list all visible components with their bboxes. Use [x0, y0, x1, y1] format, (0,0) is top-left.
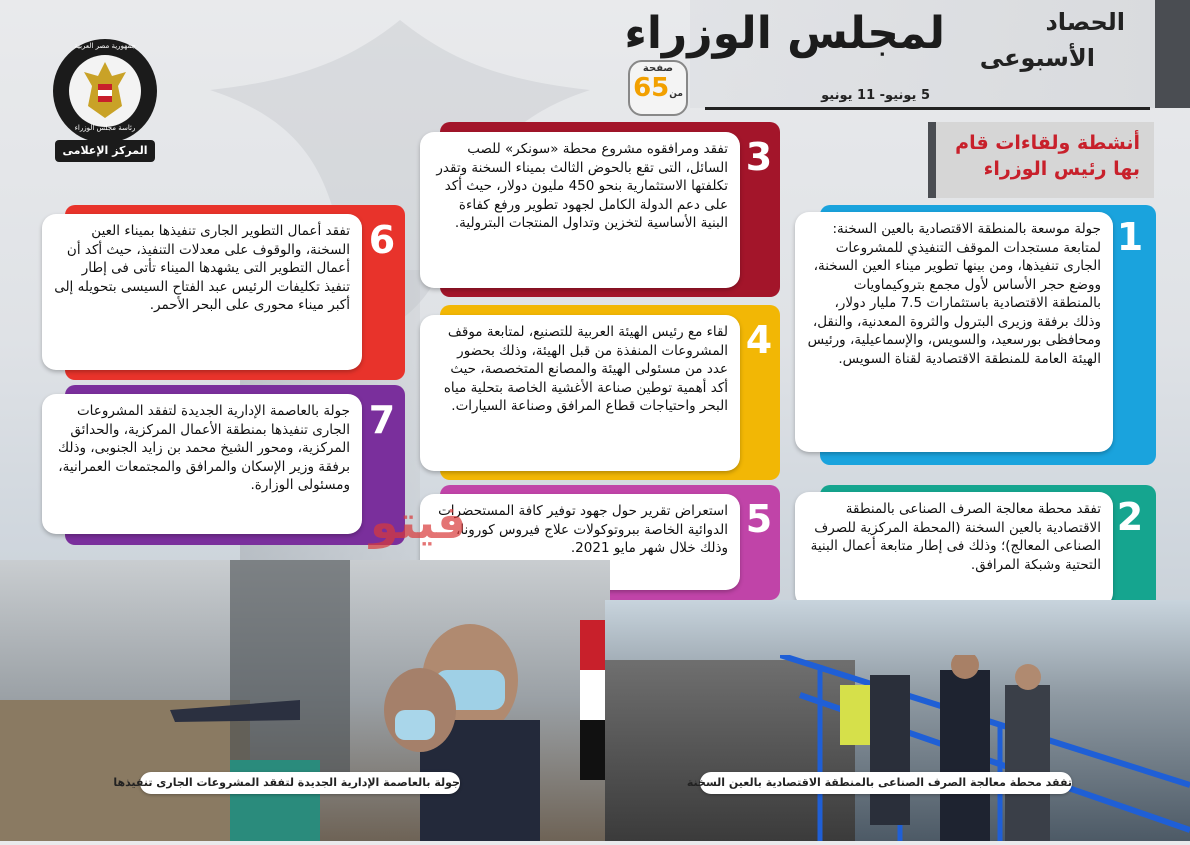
card-3-text: تفقد ومرافقوه مشروع محطة «سونكر» للصب السائل، التى تقع بالحوض الثالث بميناء السخنة وتقدر تكلفتها الاستثمارية بنحو 450 مليون دولار، حيث أكد على دعم الدولة الكامل لجهود تطوير ورفع كفاءة البنية الأساسية لتخزين وتداول المنتجات البترولية.: [420, 132, 740, 288]
photo-people-illustration: [0, 560, 610, 841]
card-1-number: 1: [1116, 215, 1144, 259]
card-5-number: 5: [745, 497, 773, 541]
card-6-text: تفقد أعمال التطوير الجارى تنفيذها بميناء العين السخنة، والوقوف على معدلات التنفيذ، حيث أكد أن أعمال التطوير التى يشهدها الميناء تأتى فى إطار تنفيذ تكليفات الرئيس عبد الفتاح السيسى بتحويله إلى أكبر ميناء محورى على البحر الأحمر.: [42, 214, 362, 370]
card-7-text: جولة بالعاصمة الإدارية الجديدة لتفقد المشروعات الجارى تنفيذها بمنطقة الأعمال المركزية، والحدائق المركزية، ومحور الشيخ محمد بن زايد الجنوبى، وذلك برفقة وزير الإسكان والمرافق والمجتمعات العمرانية، ومسئولى الوزارة.: [42, 394, 362, 534]
page-of: من: [669, 89, 683, 99]
photo-railing-people: [780, 655, 1190, 841]
section-heading-line2: بها رئيس الوزراء: [983, 158, 1140, 180]
logo-bottom-text: المركز الإعلامى: [62, 144, 148, 157]
card-5-text: استعراض تقرير حول جهود توفير كافة المستحضرات الدوائية الخاصة ببروتوكولات علاج فيروس كورونا، وذلك خلال شهر مايو 2021.: [420, 494, 740, 590]
card-6-number: 6: [368, 218, 396, 262]
page-number-badge: [628, 60, 688, 116]
page-total: 6: [633, 73, 652, 103]
caption-left: جولة بالعاصمة الإدارية الجديدة لتفقد المشروعات الجارى تنفيذها: [140, 772, 460, 794]
section-heading-line1: أنشطة ولقاءات قام: [955, 132, 1140, 154]
page-current: 5: [651, 73, 670, 103]
photo-new-capital-visit: [0, 560, 610, 841]
title-side-line1: الحصاد: [1045, 8, 1125, 36]
title-side-line2: الأسبوعى: [979, 44, 1095, 72]
page-numbers: [630, 74, 686, 108]
page-title: لمجلس الوزراء: [624, 8, 945, 59]
card-4-text: لقاء مع رئيس الهيئة العربية للتصنيع، لمتابعة موقف المشروعات المنفذة من قبل الهيئة، وذلك بحضور عدد من مسئولى الهيئة والمصانع المتخصصة، حيث أكد أهمية توطين صناعة الأغشية الخاصة بتحلية مياه البحر واحتياجات قطاع المرافق وصناعة السيارات.: [420, 315, 740, 471]
card-3-number: 3: [745, 135, 773, 179]
logo-top-text: جمهورية مصر العربية: [74, 42, 136, 50]
section-heading: [928, 122, 1154, 198]
page-label: صفحة: [642, 63, 674, 74]
card-1-text: جولة موسعة بالمنطقة الاقتصادية بالعين السخنة: لمتابعة مستجدات الموقف التنفيذي للمشروعات الجارى تنفيذها، ومن بينها تطوير ميناء العين السخنة، ووضع حجر الأساس لأول مجمع بتروكيماويات بالمنطقة الاقتصادية باستثمارات 7.5 مليار دولار، وذلك برفقة وزيرى البترول والثروة المعدنية، والنقل، ومحافظى بورسعيد، والسويس، والإسماعيلية، ورئيس الهيئة العامة للمنطقة الاقتصادية لقناة السويس.: [795, 212, 1113, 452]
date-range: 5 يونيو- 11 يونيو: [821, 88, 930, 103]
site-watermark: فيتو: [370, 495, 467, 549]
cabinet-logo: [50, 36, 160, 166]
header-dark-strip: [1155, 0, 1190, 108]
card-2-text: تفقد محطة معالجة الصرف الصناعى بالمنطقة الاقتصادية بالعين السخنة (المحطة المركزية للصرف الصناعى المعالج)؛ وذلك فى إطار متابعة أعمال البنية التحتية وشبكة المرافق.: [795, 492, 1113, 607]
card-4-number: 4: [745, 318, 773, 362]
card-2-number: 2: [1116, 495, 1144, 539]
card-7-number: 7: [368, 398, 396, 442]
logo-middle-text: رئاسة مجلس الوزراء: [74, 124, 136, 132]
caption-right: تفقد محطة معالجة الصرف الصناعى بالمنطقة الاقتصادية بالعين السخنة: [700, 772, 1072, 794]
